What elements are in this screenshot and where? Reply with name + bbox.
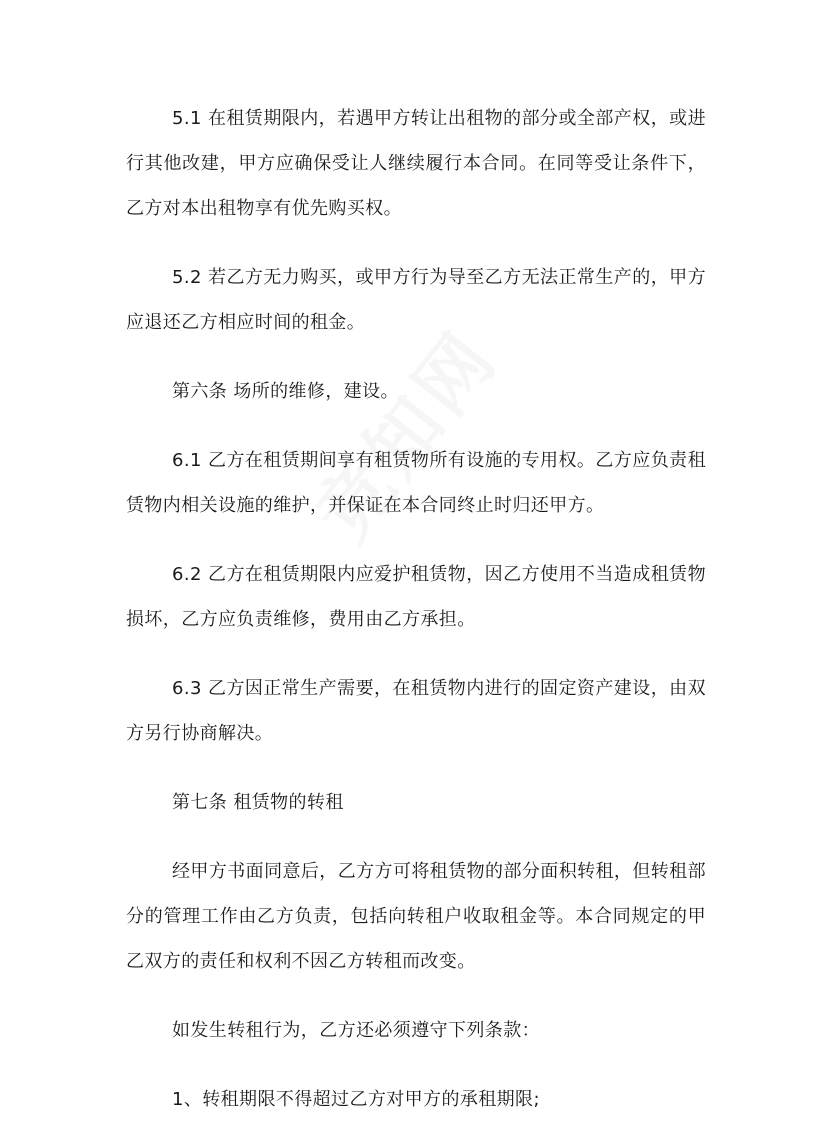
paragraph-6-1: 6.1 乙方在租赁期间享有租赁物所有设施的专用权。乙方应负责租赁物内相关设施的维护，并保证在本合同终止时归还甲方。 bbox=[126, 450, 706, 516]
article-7-heading: 第七条 租赁物的转租 bbox=[172, 792, 344, 813]
paragraph-5-2: 5.2 若乙方无力购买，或甲方行为导至乙方无法正常生产的，甲方应退还乙方相应时间的租金。 bbox=[126, 267, 706, 333]
article-6-heading: 第六条 场所的维修，建设。 bbox=[172, 381, 399, 402]
paragraph-sublease-item-1: 1、转租期限不得超过乙方对甲方的承租期限; bbox=[172, 1089, 540, 1110]
document-body bbox=[126, 96, 706, 1146]
paragraph-5-1: 5.1 在租赁期限内，若遇甲方转让出租物的部分或全部产权，或进行其他改建，甲方应确保受让人继续履行本合同。在同等受让条件下，乙方对本出租物享有优先购买权。 bbox=[126, 108, 706, 219]
paragraph-6-3: 6.3 乙方因正常生产需要，在租赁物内进行的固定资产建设，由双方另行协商解决。 bbox=[126, 678, 706, 744]
paragraph-6-2: 6.2 乙方在租赁期限内应爱护租赁物，因乙方使用不当造成租赁物损坏，乙方应负责维修，费用由乙方承担。 bbox=[126, 564, 706, 630]
paragraph-sublease-intro: 如发生转租行为，乙方还必须遵守下列条款： bbox=[172, 1020, 540, 1041]
paragraph-7-body: 经甲方书面同意后，乙方方可将租赁物的部分面积转租，但转租部分的管理工作由乙方负责，包括向转租户收取租金等。本合同规定的甲乙双方的责任和权利不因乙方转租而改变。 bbox=[126, 861, 706, 972]
